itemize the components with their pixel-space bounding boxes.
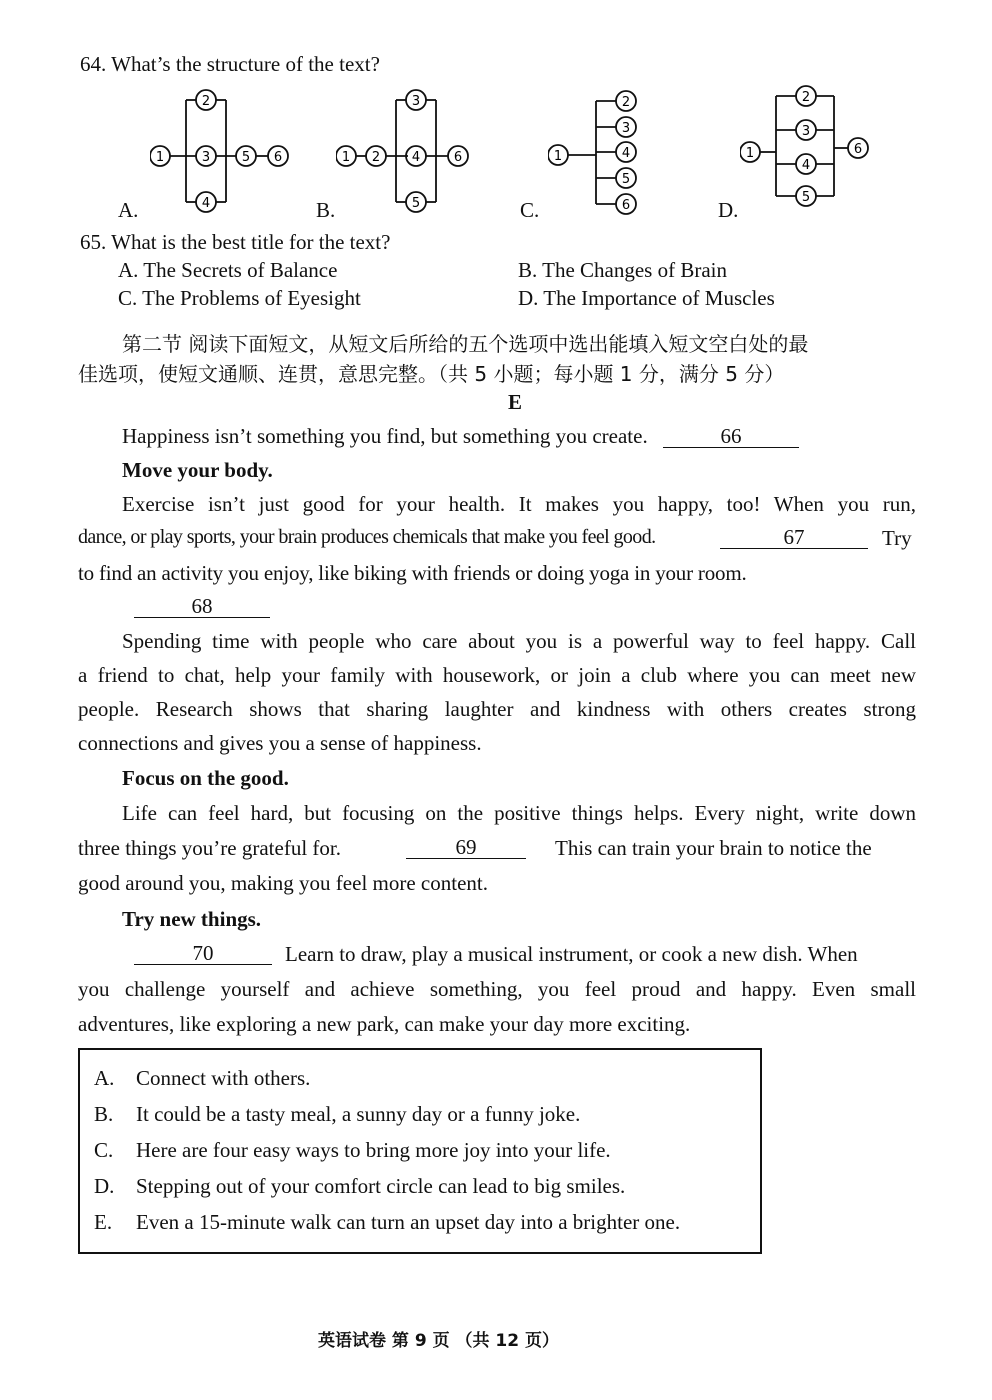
q65-option-b: B. The Changes of Brain (518, 258, 727, 282)
p3-line1: Life can feel hard, but focusing on the positive things helps. Every night, write down (122, 801, 916, 825)
svg-text:2: 2 (201, 94, 211, 109)
p2-line2: a friend to chat, help your family with housework, or join a club where you can meet new (78, 663, 916, 687)
p2-line1: Spending time with people who care about you is a powerful way to feel happy. Call (122, 629, 916, 653)
svg-text:2: 2 (371, 150, 381, 165)
structure-diagram-d (740, 84, 880, 214)
svg-text:4: 4 (201, 196, 211, 211)
heading-move-your-body: Move your body. (122, 458, 273, 482)
svg-text:5: 5 (241, 150, 251, 165)
choice-c (94, 1138, 611, 1163)
option-c-letter: C. (520, 198, 540, 222)
p2-line3-wrap (78, 697, 916, 722)
q65-option-a: A. The Secrets of Balance (118, 258, 338, 282)
svg-text:1: 1 (155, 150, 165, 165)
svg-text:1: 1 (745, 146, 755, 161)
choice-text: Connect with others. (136, 1066, 311, 1090)
heading-try-new-things: Try new things. (122, 907, 262, 931)
p4-line3: adventures, like exploring a new park, can make your day more exciting. (78, 1012, 691, 1036)
choice-letter: E. (94, 1210, 113, 1234)
p2-line2-wrap (78, 663, 916, 688)
choice-letter: B. (94, 1102, 114, 1126)
blank-68: 68 (134, 595, 270, 618)
blank-67: 67 (720, 526, 868, 549)
blank-70: 70 (134, 942, 272, 965)
option-a-letter: A. (118, 198, 139, 222)
choice-e (94, 1210, 680, 1235)
p3-line2-start: three things you’re grateful for. (78, 836, 341, 860)
passage-letter: E (508, 390, 523, 414)
p3-line2-end: This can train your brain to notice the (555, 836, 872, 860)
svg-text:4: 4 (411, 150, 421, 165)
svg-text:4: 4 (801, 158, 811, 173)
choice-letter: C. (94, 1138, 114, 1162)
intro-text: Happiness isn’t something you find, but something you create. (122, 424, 648, 448)
question-65: 65. What is the best title for the text? (80, 230, 391, 254)
choice-letter: A. (94, 1066, 115, 1090)
p1-line3: to find an activity you enjoy, like biking with friends or doing yoga in your room. (78, 561, 747, 585)
q65-option-d: D. The Importance of Muscles (518, 286, 775, 310)
p1-line2-end: Try (882, 526, 912, 550)
choice-text: Stepping out of your comfort circle can lead to big smiles. (136, 1174, 626, 1198)
svg-text:5: 5 (411, 196, 421, 211)
choice-text: Even a 15-minute walk can turn an upset day into a brighter one. (136, 1210, 681, 1234)
choice-a (94, 1066, 310, 1091)
page-footer: 英语试卷 第 9 页 （共 12 页） (318, 1331, 559, 1351)
section-instruction-line2: 佳选项，使短文通顺、连贯，意思完整。（共 5 小题；每小题 1 分，满分 5 分） (78, 362, 785, 386)
p2-line1-wrap (122, 629, 916, 654)
svg-text:1: 1 (341, 150, 351, 165)
p2-line4: connections and gives you a sense of happiness. (78, 731, 482, 755)
structure-diagram-b (336, 88, 486, 218)
options-box (78, 1048, 762, 1254)
option-d-letter: D. (718, 198, 739, 222)
passage-intro (122, 424, 799, 449)
p4-line2: you challenge yourself and achieve something, you feel proud and happy. Even small (78, 977, 916, 1001)
structure-diagram-a (150, 88, 300, 218)
svg-text:6: 6 (273, 150, 283, 165)
option-b-letter: B. (316, 198, 336, 222)
p3-line3: good around you, making you feel more content. (78, 871, 488, 895)
p3-line1-wrap (122, 801, 916, 826)
heading-focus-on-the-good: Focus on the good. (122, 766, 289, 790)
p1-line1: Exercise isn’t just good for your health. It makes you happy, too! When you run, (122, 492, 916, 516)
choice-text: Here are four easy ways to bring more joy into your life. (136, 1138, 611, 1162)
svg-text:2: 2 (621, 95, 631, 110)
svg-text:5: 5 (801, 190, 811, 205)
svg-text:3: 3 (411, 94, 421, 109)
choice-text: It could be a tasty meal, a sunny day or a funny joke. (136, 1102, 581, 1126)
svg-text:1: 1 (553, 149, 563, 164)
svg-text:6: 6 (853, 142, 863, 157)
blank-69: 69 (406, 836, 526, 859)
svg-text:3: 3 (201, 150, 211, 165)
svg-text:5: 5 (621, 172, 631, 187)
svg-text:6: 6 (621, 198, 631, 213)
choice-letter: D. (94, 1174, 115, 1198)
structure-diagram-c (548, 88, 648, 218)
p1-line2-start: dance, or play sports, your brain produces chemicals that make you feel good. (78, 526, 656, 548)
p4-line2-wrap (78, 977, 916, 1002)
p4-line1-end: Learn to draw, play a musical instrument, or cook a new dish. When (285, 942, 858, 966)
q65-option-c: C. The Problems of Eyesight (118, 286, 361, 310)
question-64: 64. What’s the structure of the text? (80, 52, 380, 76)
section-instruction-line1: 第二节 阅读下面短文，从短文后所给的五个选项中选出能填入短文空白处的最 (122, 332, 809, 356)
p1-line1-wrap (122, 492, 916, 517)
svg-text:2: 2 (801, 90, 811, 105)
svg-text:3: 3 (801, 124, 811, 139)
p2-line3: people. Research shows that sharing laughter and kindness with others creates strong (78, 697, 916, 721)
choice-d (94, 1174, 625, 1199)
svg-text:4: 4 (621, 146, 631, 161)
choice-b (94, 1102, 580, 1127)
blank-66: 66 (663, 425, 799, 448)
svg-text:6: 6 (453, 150, 463, 165)
svg-text:3: 3 (621, 121, 631, 136)
